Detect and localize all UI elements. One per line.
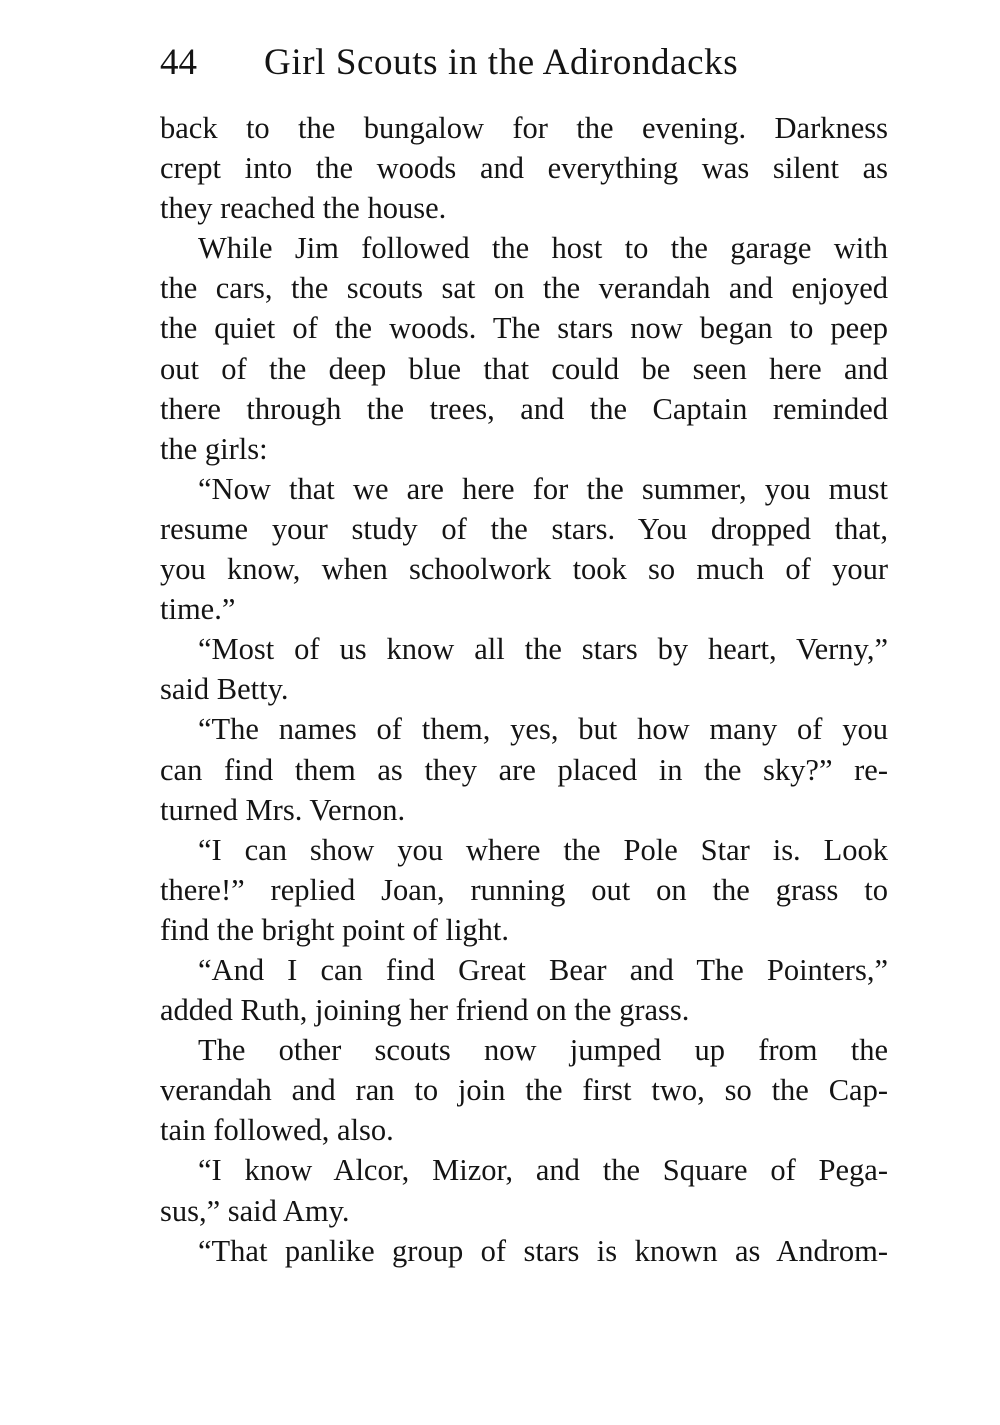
text-line: While Jim followed the host to the garage with (198, 231, 888, 266)
paragraph (160, 629, 888, 709)
text-line: added Ruth, joining her friend on the grass. (160, 993, 690, 1028)
text-line: tain followed, also. (160, 1113, 394, 1148)
paragraph (160, 709, 888, 829)
text-line: the quiet of the woods. The stars now began to peep (160, 311, 888, 346)
text-line: there!” replied Joan, running out on the grass to (160, 872, 888, 907)
text-line: the girls: (160, 431, 268, 466)
text-line: there through the trees, and the Captain reminded (160, 391, 888, 426)
paragraph (160, 1231, 888, 1271)
paragraph (160, 108, 888, 228)
paragraph (160, 228, 888, 469)
paragraph (160, 950, 888, 1030)
text-line: “Most of us know all the stars by heart, Verny,” (198, 632, 888, 667)
paragraph (160, 469, 888, 629)
text-line: you know, when schoolwork took so much of your (160, 552, 888, 587)
text-line: “The names of them, yes, but how many of you (198, 712, 888, 747)
text-line: crept into the woods and everything was silent as (160, 151, 888, 186)
text-line: can find them as they are placed in the sky?” re- (160, 752, 888, 787)
text-line: they reached the house. (160, 191, 447, 226)
text-line: “And I can find Great Bear and The Pointers,” (198, 952, 888, 987)
text-line: said Betty. (160, 672, 289, 707)
paragraph (160, 1150, 888, 1230)
text-line: out of the deep blue that could be seen here and (160, 351, 888, 386)
text-line: “Now that we are here for the summer, you must (198, 471, 888, 506)
text-line: back to the bungalow for the evening. Darkness (160, 111, 888, 145)
text-line: “I know Alcor, Mizor, and the Square of Pega- (198, 1153, 888, 1188)
paragraph (160, 1030, 888, 1150)
text-line: time.” (160, 592, 236, 627)
paragraph (160, 830, 888, 950)
book-title: Girl Scouts in the Adirondacks (264, 42, 739, 83)
text-line: resume your study of the stars. You dropped that, (160, 511, 888, 546)
text-line: find the bright point of light. (160, 912, 510, 947)
text-line: “I can show you where the Pole Star is. Look (198, 832, 888, 867)
text-line: the cars, the scouts sat on the verandah and enjoyed (160, 271, 888, 306)
page-body (160, 108, 888, 1271)
text-line: “That panlike group of stars is known as Androm- (198, 1233, 888, 1268)
text-line: turned Mrs. Vernon. (160, 792, 406, 827)
page-number: 44 (160, 42, 197, 83)
running-head (160, 36, 800, 90)
text-line: The other scouts now jumped up from the (198, 1033, 888, 1068)
text-line: verandah and ran to join the first two, so the Cap- (160, 1073, 888, 1108)
text-line: sus,” said Amy. (160, 1193, 350, 1228)
